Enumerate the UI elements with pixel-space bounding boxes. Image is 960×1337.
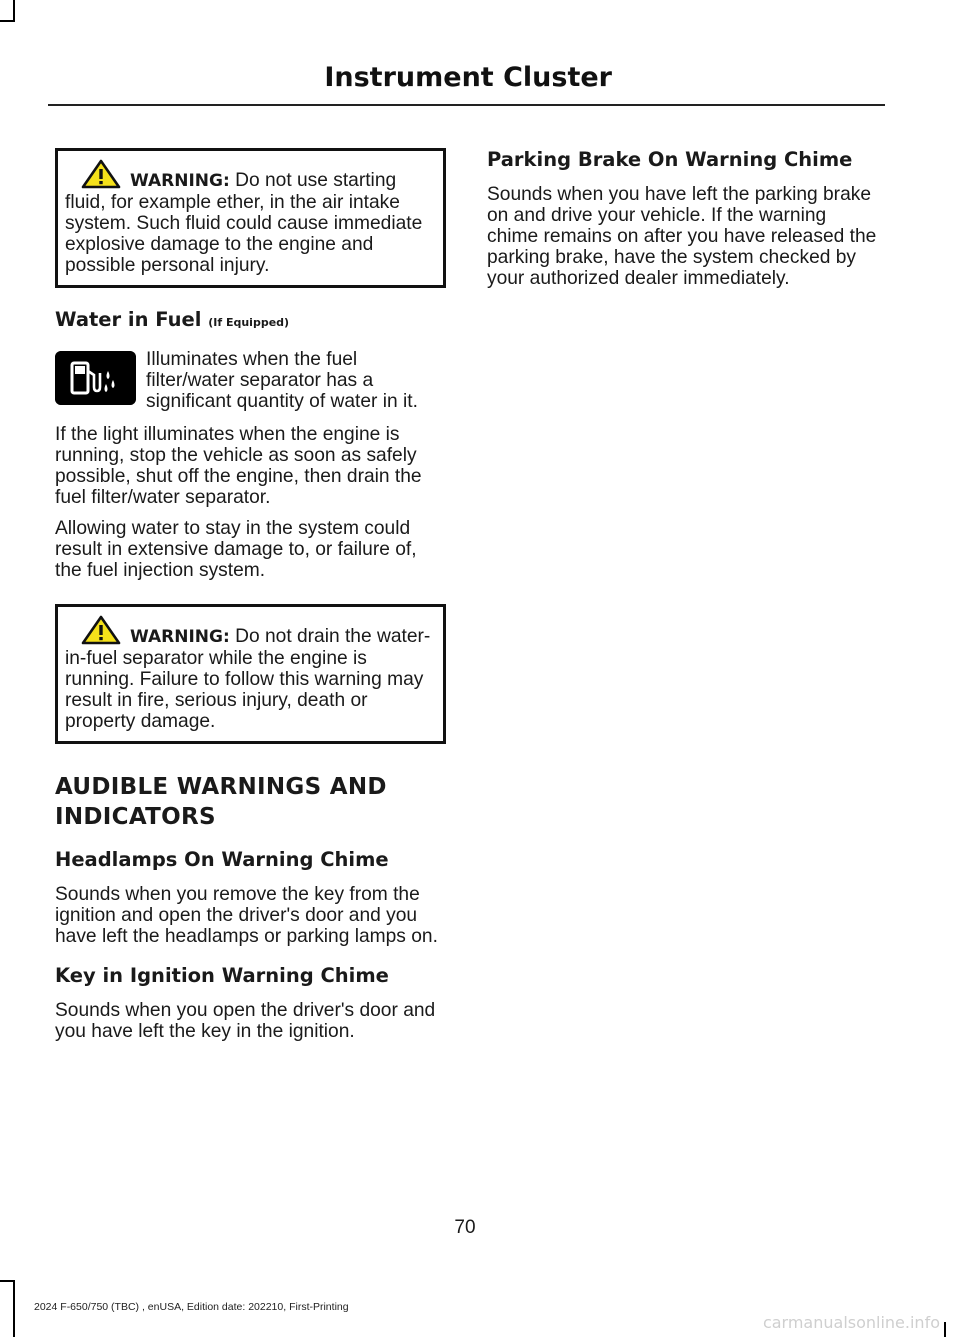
paragraph: Allowing water to stay in the system could result in extensive damage to, or failure of, the fuel injection system.: [55, 518, 417, 581]
if-equipped-note: (If Equipped): [208, 316, 290, 329]
warning-box: [55, 148, 446, 288]
water-in-fuel-block: [55, 349, 446, 412]
water-in-fuel-description: Illuminates when the fuel filter/water separator has a significant quantity of water in it.: [146, 349, 418, 412]
warning-triangle-icon: [81, 159, 121, 189]
warning-body: Do not drain the water-in-fuel separator while the engine is running. Failure to follow this warning may result in fire, serious injury, death or property damage.: [65, 626, 431, 732]
crop-mark: [944, 1322, 946, 1337]
section-heading-water-in-fuel: [55, 308, 446, 335]
warning-label: WARNING:: [130, 171, 230, 191]
crop-mark: [0, 1280, 15, 1282]
warning-label: WARNING:: [130, 627, 230, 647]
page-header-title: Instrument Cluster: [324, 62, 612, 93]
warning-text: [65, 615, 435, 732]
paragraph: Sounds when you remove the key from the ignition and open the driver's door and you have left the headlamps or parking lamps on.: [55, 884, 438, 947]
water-in-fuel-icon: [55, 351, 136, 405]
heading-text: Water in Fuel: [55, 308, 202, 331]
warning-text: [65, 159, 435, 276]
subsection-heading: Key in Ignition Warning Chime: [55, 964, 389, 987]
header-rule: [48, 104, 885, 106]
paragraph: Sounds when you open the driver's door and you have left the key in the ignition.: [55, 1000, 436, 1042]
crop-mark: [13, 0, 15, 22]
paragraph: If the light illuminates when the engine is running, stop the vehicle as soon as safely possible, shut off the engine, then drain the fuel filter/water separator.: [55, 424, 422, 508]
crop-mark: [0, 20, 15, 22]
footer-edition-info: 2024 F-650/750 (TBC) , enUSA, Edition date: 202210, First-Printing: [34, 1301, 349, 1313]
subsection-heading: Parking Brake On Warning Chime: [487, 148, 853, 171]
right-column: [487, 148, 881, 289]
crop-mark: [13, 1280, 15, 1337]
paragraph: Sounds when you have left the parking brake on and drive your vehicle. If the warning chime remains on after you have released the parking brake, have the system checked by your authorized dealer immediately.: [487, 184, 877, 289]
warning-box: [55, 604, 446, 744]
subsection-heading: Headlamps On Warning Chime: [55, 848, 389, 871]
warning-body: Do not use starting fluid, for example ether, in the air intake system. Such fluid could cause immediate explosive damage to the engine and possible personal injury.: [65, 170, 423, 276]
warning-triangle-icon: [81, 615, 121, 645]
watermark[interactable]: carmanualsonline.info: [762, 1313, 940, 1332]
section-title: AUDIBLE WARNINGS AND INDICATORS: [55, 774, 387, 830]
page-number: 70: [454, 1217, 476, 1238]
left-column: [55, 148, 446, 1042]
